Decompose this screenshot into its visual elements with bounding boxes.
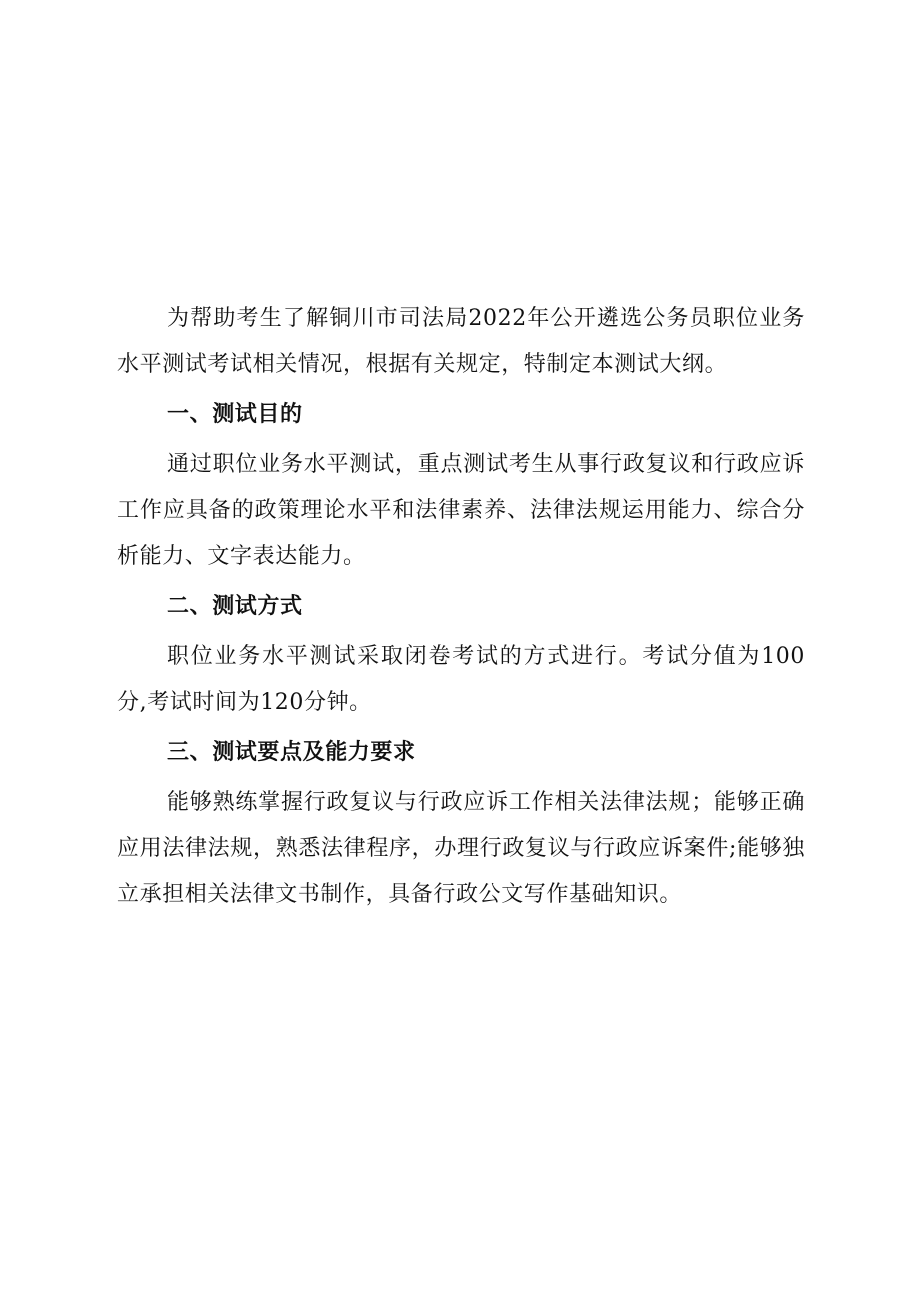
section-body-purpose: 通过职位业务水平测试，重点测试考生从事行政复议和行政应诉工作应具备的政策理论水平和法律素养、法律法规运用能力、综合分析能力、文字表达能力。 [117, 452, 805, 569]
section-heading-requirements: 三、测试要点及能力要求 [167, 740, 416, 765]
intro-paragraph: 为帮助考生了解铜川市司法局2022年公开遴选公务员职位业务水平测试考试相关情况，根据有关规定，特制定本测试大纲。 [117, 306, 805, 377]
section-body-requirements: 能够熟练掌握行政复议与行政应诉工作相关法律法规；能够正确应用法律法规，熟悉法律程序，办理行政复议与行政应诉案件;能够独立承担相关法律文书制作，具备行政公文写作基础知识。 [117, 790, 805, 907]
section-heading-purpose: 一、测试目的 [167, 402, 303, 427]
section-heading-method: 二、测试方式 [167, 594, 303, 619]
document-page [117, 296, 805, 918]
section-body-method: 职位业务水平测试采取闭卷考试的方式进行。考试分值为100分,考试时间为120分钟。 [117, 644, 805, 715]
